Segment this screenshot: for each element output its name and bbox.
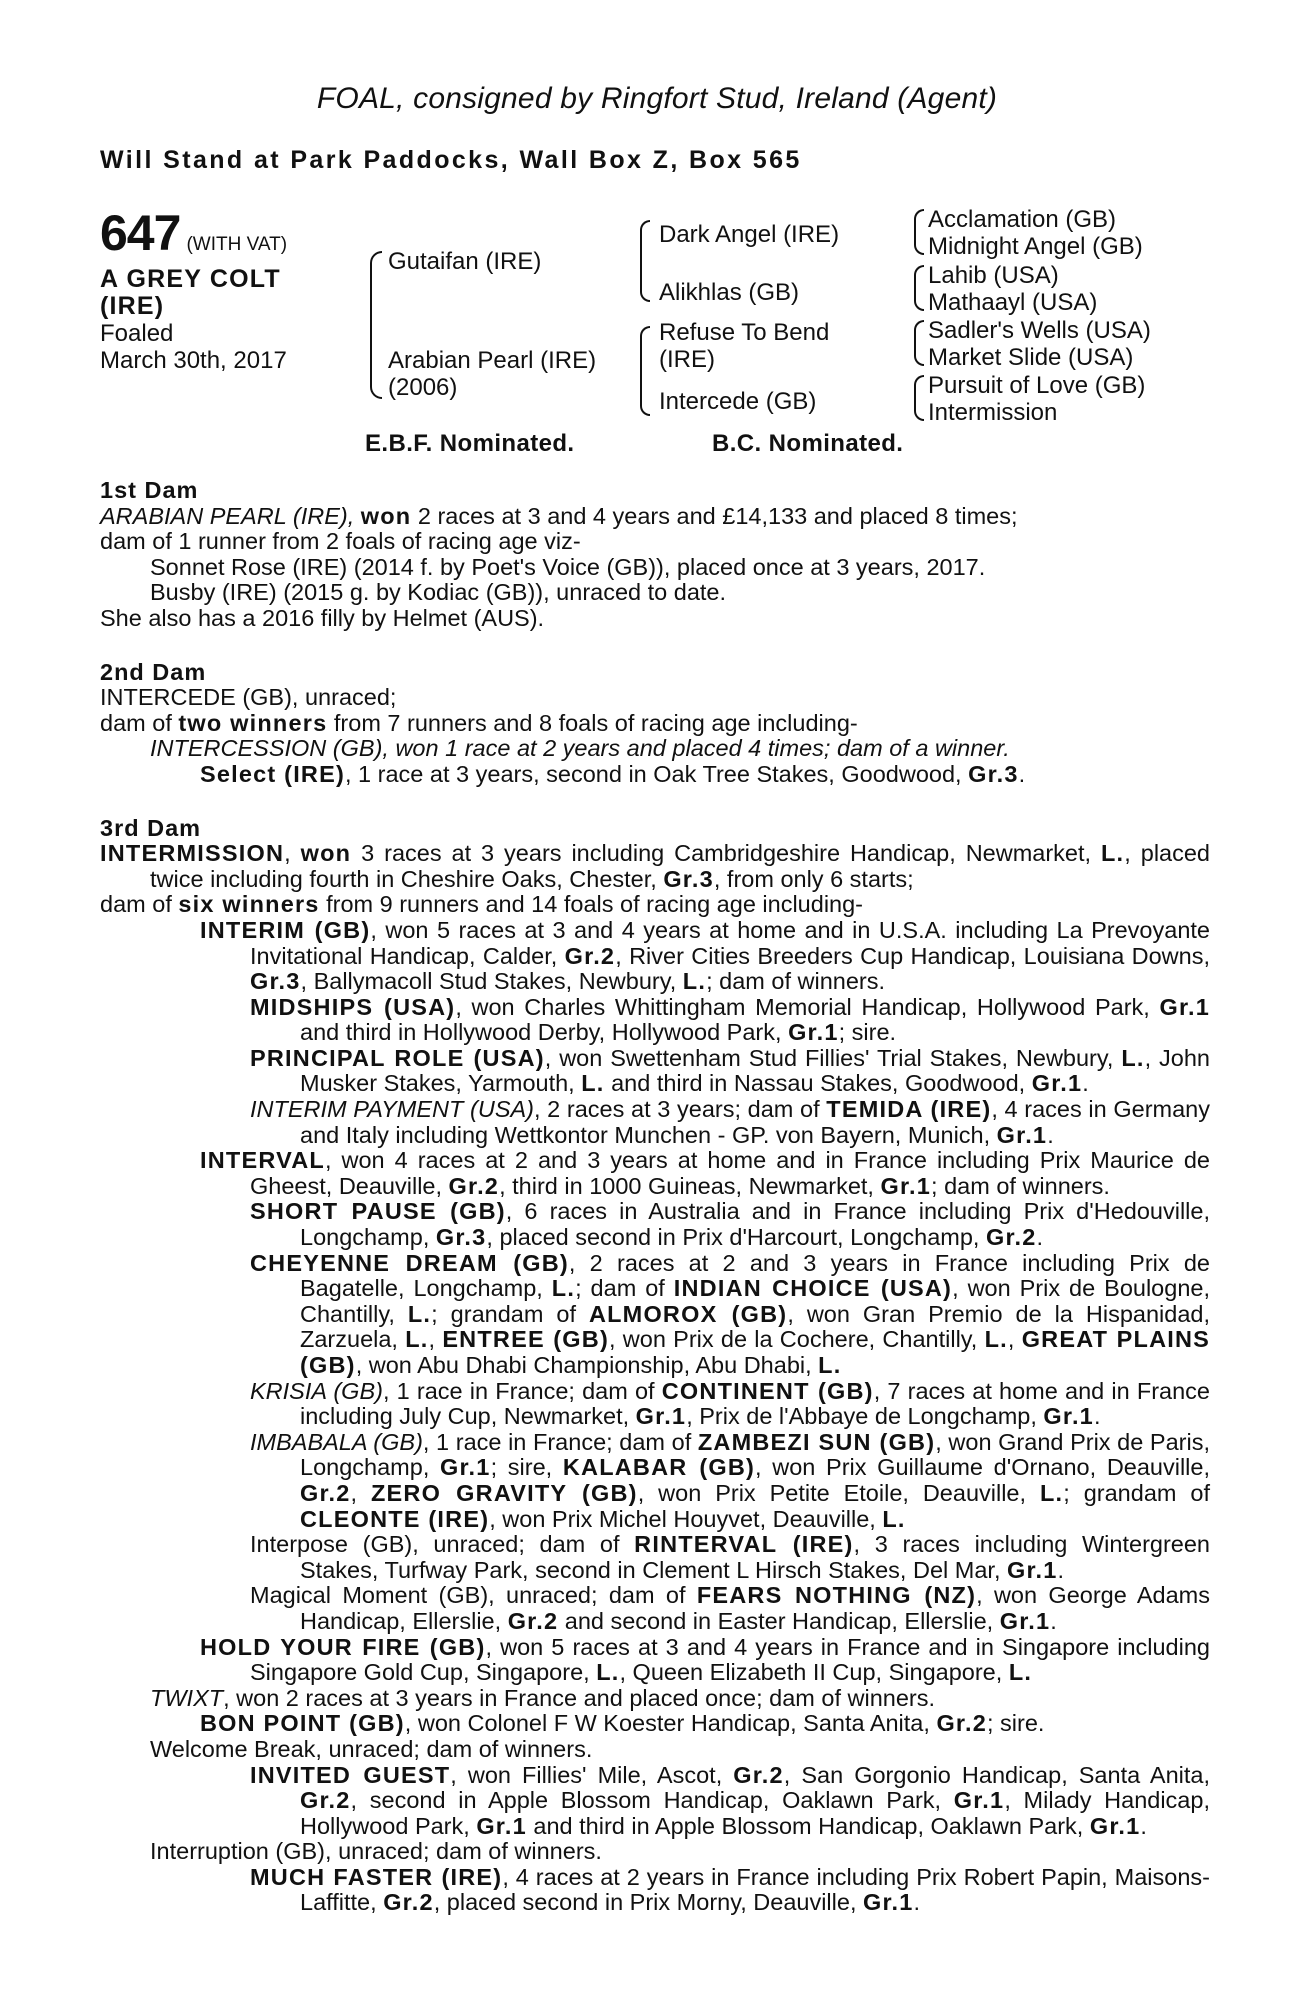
bold-text: CHEYENNE DREAM (GB)	[250, 1249, 569, 1276]
produce-entry	[100, 1583, 1210, 1634]
pedigree-ancestor: Sadler's Wells (USA)	[928, 317, 1151, 344]
text-run: dam of	[100, 709, 179, 736]
pedigree-ancestor: Lahib (USA)	[928, 262, 1059, 289]
bold-text: Gr.3	[968, 760, 1019, 787]
produce-entry	[100, 1097, 1210, 1148]
dam-line	[100, 892, 1210, 918]
text-run: , won Prix Petite Etoile, Deauville,	[637, 1479, 1040, 1506]
text-run: .	[1047, 1121, 1054, 1148]
text-run: , won Abu Dhabi Championship, Abu Dhabi,	[355, 1352, 819, 1378]
dam-dam: Intercede (GB)	[659, 388, 817, 415]
bold-text: HOLD YOUR FIRE (GB)	[200, 1633, 486, 1660]
bold-text: L.	[682, 968, 707, 995]
text-run: , won Grand Prix de Paris, Longchamp,	[300, 1428, 1211, 1481]
text-run: , won George Adams Handicap, Ellerslie,	[300, 1582, 1210, 1634]
text-run: ; sire.	[986, 1710, 1045, 1737]
bold-text: TEMIDA (IRE)	[826, 1096, 992, 1123]
text-run: , won Prix Guillaume d'Ornano, Deauville,	[755, 1454, 1211, 1481]
produce-entry	[100, 1379, 1210, 1430]
produce-entry: Welcome Break, unraced; dam of winners.	[150, 1735, 593, 1762]
text-run: ; grandam of	[1063, 1479, 1210, 1506]
dam-line: She also has a 2016 filly by Helmet (AUS).	[100, 604, 545, 631]
lot-number-block	[100, 204, 287, 262]
text-run: ; dam of	[575, 1275, 674, 1302]
produce-entry	[100, 1711, 1210, 1737]
text-run: , placed twice including fourth in Cheshire Oaks, Chester,	[150, 840, 1211, 892]
text-run: .	[1018, 760, 1026, 787]
bold-text: Gr.1	[999, 1607, 1051, 1634]
bold-text: Gr.2	[936, 1710, 987, 1737]
text-run: ; dam of winners.	[706, 968, 886, 995]
text-run: , Prix de l'Abbaye de Longchamp,	[686, 1403, 1044, 1430]
pedigree-ancestor: Acclamation (GB)	[928, 206, 1117, 233]
text-run: , won 5 races at 3 and 4 years in France and in Singapore including Singapore Gold Cup, Singapore,	[250, 1633, 1210, 1686]
bold-text: Gr.2	[448, 1172, 500, 1199]
bold-text: BON POINT (GB)	[200, 1710, 405, 1737]
bold-text: Gr.3	[435, 1224, 487, 1251]
sire: Gutaifan (IRE)	[388, 248, 542, 275]
foaled-label: Foaled	[100, 320, 174, 347]
produce-entry	[100, 1430, 1210, 1532]
bold-text: Gr.1	[440, 1454, 491, 1481]
text-run: , 6 races in Australia and in France including Prix d'Hedouville, Longchamp,	[300, 1198, 1210, 1251]
text-run: and third in Apple Blossom Handicap, Oaklawn Park,	[526, 1812, 1090, 1839]
text-run: .	[1036, 1224, 1044, 1251]
text-run: ,	[428, 1326, 443, 1353]
sire-dam: Alikhlas (GB)	[659, 279, 800, 306]
bold-text: KALABAR (GB)	[562, 1454, 756, 1481]
text-run: , Ballymacoll Stud Stakes, Newbury,	[300, 968, 683, 995]
third-dam-heading: 3rd Dam	[100, 814, 202, 841]
bold-text: INDIAN CHOICE (USA)	[673, 1275, 953, 1302]
text-run: .	[1140, 1812, 1147, 1839]
text-run: , 4 races in Germany and Italy including Wettkontor Munchen - GP. von Bayern, Munich,	[300, 1096, 1210, 1148]
text-run: , 1 race in France; dam of	[422, 1428, 698, 1455]
bold-text: MIDSHIPS (USA)	[250, 993, 456, 1020]
text-run: ARABIAN PEARL (IRE),	[100, 502, 361, 529]
bold-text: MUCH FASTER (IRE)	[250, 1863, 503, 1890]
text-run: TWIXT	[150, 1684, 224, 1711]
bold-text: Gr.1	[476, 1812, 527, 1839]
bold-text: Gr.2	[383, 1889, 434, 1916]
bold-text: won	[360, 502, 412, 529]
produce-entry	[100, 1865, 1210, 1916]
text-run: .	[1082, 1070, 1089, 1097]
dam-sire-suffix: (IRE)	[659, 346, 715, 373]
produce-entry	[100, 1148, 1210, 1199]
bold-text: L.	[1121, 1044, 1145, 1071]
bold-text: won	[300, 840, 352, 867]
bold-text: ZERO GRAVITY (GB)	[370, 1479, 638, 1506]
text-run: , won 5 races at 3 and 4 years at home and in U.S.A. including La Prevoyante Invitational Handicap, Calder,	[250, 916, 1210, 969]
foaled-info	[100, 320, 287, 374]
bold-text: Gr.1	[863, 1889, 914, 1916]
produce-entry	[100, 1251, 1210, 1379]
dam-name: Arabian Pearl (IRE)	[388, 347, 597, 374]
text-run: Magical Moment (GB), unraced; dam of	[250, 1582, 697, 1609]
text-run: 3 races at 3 years including Cambridgeshire Handicap, Newmarket,	[351, 840, 1101, 867]
foaled-date: March 30th, 2017	[100, 347, 287, 374]
bold-text: Gr.2	[564, 942, 616, 969]
text-run: , 1 race at 3 years, second in Oak Tree Stakes, Goodwood,	[345, 760, 969, 787]
ebf-nomination: E.B.F. Nominated.	[365, 430, 575, 457]
bold-text: Gr.1	[880, 1172, 932, 1199]
text-run: and third in Nassau Stakes, Goodwood,	[604, 1070, 1032, 1097]
catalogue-body	[100, 478, 1210, 1916]
text-run: ,	[284, 840, 301, 867]
text-run: , Queen Elizabeth II Cup, Singapore,	[619, 1659, 1009, 1686]
bold-text: INTERMISSION	[100, 840, 285, 867]
dam-line: INTERCEDE (GB), unraced;	[100, 684, 397, 711]
pedigree-bracket	[640, 220, 650, 302]
produce-entry	[100, 1686, 1210, 1712]
vat-label: (WITH VAT)	[186, 234, 288, 255]
bold-text: Select (IRE)	[200, 760, 345, 787]
text-run: ; dam of winners.	[931, 1172, 1110, 1199]
pedigree-bracket	[914, 209, 924, 255]
text-run: , 2 races at 3 years; dam of	[534, 1096, 827, 1123]
text-run: , won 4 races at 2 and 3 years at home and in France including Prix Maurice de Gheest, Deauville,	[250, 1147, 1210, 1199]
text-run: , won Gran Premio de la Hispanidad, Zarzuela,	[300, 1300, 1210, 1353]
text-run: INTERIM PAYMENT (USA)	[250, 1096, 534, 1123]
box-location: Will Stand at Park Paddocks, Wall Box Z, Box 565	[100, 146, 802, 174]
second-dam-heading: 2nd Dam	[100, 658, 207, 685]
sire-sire: Dark Angel (IRE)	[659, 221, 840, 248]
bold-text: CLEONTE (IRE)	[300, 1505, 490, 1532]
text-run: and second in Easter Handicap, Ellerslie,	[558, 1607, 1000, 1634]
dam-year: (2006)	[388, 374, 458, 401]
text-run: , John Musker Stakes, Yarmouth,	[300, 1044, 1210, 1097]
text-run: ; sire.	[838, 1019, 897, 1046]
bold-text: L.	[818, 1352, 842, 1378]
pedigree-bracket	[370, 251, 382, 399]
bold-text: INTERVAL	[200, 1147, 325, 1174]
text-run: .	[1093, 1403, 1101, 1430]
text-run: dam of	[100, 891, 179, 918]
produce-entry	[100, 918, 1210, 995]
bold-text: Gr.1	[635, 1403, 687, 1430]
pedigree-bracket	[914, 265, 924, 311]
produce-entry	[100, 1046, 1210, 1097]
text-run: from 7 runners and 8 foals of racing age including-	[327, 709, 858, 736]
bold-text: Gr.2	[733, 1761, 784, 1788]
text-run: , placed second in Prix d'Harcourt, Longchamp,	[486, 1224, 986, 1251]
dam-line: dam of 1 runner from 2 foals of racing age viz-	[100, 528, 581, 555]
bold-text: L.	[1008, 1659, 1033, 1686]
text-run: .	[1057, 1556, 1065, 1583]
pedigree-bracket	[914, 375, 924, 421]
dam-line	[100, 504, 1210, 530]
produce-entry: INTERCESSION (GB), won 1 race at 2 years and placed 4 times; dam of a winner.	[150, 735, 1010, 762]
text-run: , won 2 races at 3 years in France and placed once; dam of winners.	[223, 1684, 936, 1711]
produce-entry: Busby (IRE) (2015 g. by Kodiac (GB)), unraced to date.	[150, 579, 727, 606]
bold-text: PRINCIPAL ROLE (USA)	[250, 1044, 545, 1071]
bold-text: L.	[581, 1070, 605, 1097]
bold-text: L.	[407, 1300, 432, 1327]
bold-text: Gr.1	[788, 1019, 839, 1046]
bold-text: RINTERVAL (IRE)	[634, 1531, 854, 1558]
text-run: , won Colonel F W Koester Handicap, Santa Anita,	[404, 1710, 937, 1737]
bold-text: SHORT PAUSE (GB)	[250, 1198, 506, 1225]
pedigree-ancestor: Pursuit of Love (GB)	[928, 372, 1146, 399]
produce-entry: Interruption (GB), unraced; dam of winners.	[150, 1838, 602, 1865]
dam-line	[100, 841, 1210, 892]
bold-text: L.	[882, 1505, 906, 1532]
bold-text: L.	[984, 1326, 1008, 1353]
bold-text: INTERIM (GB)	[200, 916, 371, 943]
pedigree-ancestor: Midnight Angel (GB)	[928, 233, 1143, 260]
bold-text: Gr.1	[996, 1121, 1048, 1148]
bold-text: Gr.1	[953, 1787, 1005, 1814]
text-run: , from only 6 starts;	[713, 865, 914, 892]
text-run: , second in Apple Blossom Handicap, Oaklawn Park,	[350, 1787, 954, 1814]
lot-description	[100, 266, 281, 320]
bold-text: six winners	[178, 891, 320, 918]
pedigree-ancestor: Mathaayl (USA)	[928, 289, 1098, 316]
bold-text: L.	[405, 1326, 429, 1353]
pedigree-ancestor: Intermission	[928, 399, 1058, 426]
bold-text: Gr.3	[250, 968, 301, 995]
text-run: , won Prix de Boulogne, Chantilly,	[300, 1275, 1210, 1327]
bold-text: CONTINENT (GB)	[661, 1377, 874, 1404]
text-run: , Milady Handicap, Hollywood Park,	[300, 1787, 1210, 1839]
bold-text: two winners	[178, 709, 328, 736]
bold-text: Gr.1	[1159, 993, 1210, 1020]
dam-line	[100, 711, 1210, 737]
text-run: , placed second in Prix Morny, Deauville,	[433, 1889, 864, 1916]
pedigree-bracket	[914, 320, 924, 366]
bold-text: Gr.1	[1007, 1556, 1058, 1583]
text-run: , 4 races at 2 years in France including Prix Robert Papin, Maisons-Laffitte,	[300, 1863, 1210, 1916]
text-run: .	[1050, 1607, 1057, 1634]
text-run: , won Prix de la Cochere, Chantilly,	[609, 1326, 985, 1353]
bold-text: Gr.3	[663, 865, 714, 892]
bold-text: Gr.2	[985, 1224, 1037, 1251]
bold-text: Gr.1	[1089, 1812, 1141, 1839]
bold-text: L.	[596, 1659, 620, 1686]
bold-text: ENTREE (GB)	[442, 1326, 609, 1353]
text-run: , San Gorgonio Handicap, Santa Anita,	[783, 1761, 1210, 1788]
dam-sire-name: Refuse To Bend	[659, 319, 830, 346]
text-run: , won Fillies' Mile, Ascot,	[450, 1761, 734, 1788]
text-run: and third in Hollywood Derby, Hollywood Park,	[300, 1019, 789, 1046]
text-run: ; sire,	[490, 1454, 563, 1481]
text-run: , 7 races at home and in France including July Cup, Newmarket,	[300, 1377, 1210, 1430]
pedigree-ancestor: Market Slide (USA)	[928, 344, 1134, 371]
bold-text: L.	[551, 1275, 576, 1302]
text-run: , 2 races at 2 and 3 years in France including Prix de Bagatelle, Longchamp,	[300, 1249, 1210, 1302]
text-run: KRISIA (GB)	[250, 1377, 383, 1404]
bold-text: ALMOROX (GB)	[588, 1300, 788, 1327]
produce-entry	[100, 1763, 1210, 1840]
text-run: , 3 races including Wintergreen Stakes, Turfway Park, second in Clement L Hirsch Stakes, Del Mar,	[300, 1531, 1210, 1583]
first-dam-heading: 1st Dam	[100, 477, 199, 503]
bold-text: Gr.2	[300, 1479, 351, 1506]
text-run: , won Charles Whittingham Memorial Handicap, Hollywood Park,	[455, 993, 1160, 1020]
bold-text: Gr.2	[507, 1607, 559, 1634]
dam	[388, 347, 596, 401]
bold-text: Gr.2	[300, 1787, 351, 1814]
lot-description-line: A GREY COLT	[100, 265, 281, 293]
produce-entry	[100, 995, 1210, 1046]
text-run: ,	[1007, 1326, 1022, 1353]
text-run: , third in 1000 Guineas, Newmarket,	[499, 1172, 881, 1199]
bold-text: L.	[1039, 1479, 1064, 1506]
text-run: IMBABALA (GB)	[250, 1428, 423, 1455]
text-run: .	[913, 1889, 921, 1916]
bold-text: FEARS NOTHING (NZ)	[696, 1582, 977, 1609]
produce-entry	[100, 1635, 1210, 1686]
text-run: ; grandam of	[431, 1300, 589, 1327]
produce-entry	[100, 1532, 1210, 1583]
bold-text: L.	[1101, 840, 1125, 867]
consignor-header: FOAL, consigned by Ringfort Stud, Ireland (Agent)	[316, 82, 998, 115]
text-run: 2 races at 3 and 4 years and £14,133 and placed 8 times;	[411, 502, 1018, 529]
produce-entry: Sonnet Rose (IRE) (2014 f. by Poet's Voice (GB)), placed once at 3 years, 2017.	[150, 553, 986, 580]
text-run: from 9 runners and 14 foals of racing age including-	[319, 891, 864, 918]
bold-text: INVITED GUEST	[250, 1761, 451, 1788]
bc-nomination: B.C. Nominated.	[712, 430, 904, 457]
produce-entry	[100, 762, 1210, 788]
bold-text: Gr.1	[1031, 1070, 1083, 1097]
bold-text: Gr.1	[1043, 1403, 1094, 1430]
dam-sire	[659, 319, 829, 373]
text-run: , River Cities Breeders Cup Handicap, Louisiana Downs,	[615, 942, 1210, 969]
pedigree-bracket	[640, 326, 650, 416]
text-run: ,	[350, 1479, 371, 1506]
text-run: , 1 race in France; dam of	[382, 1377, 662, 1404]
lot-number: 647	[100, 205, 181, 261]
bold-text: GREAT PLAINS (GB)	[300, 1326, 1211, 1378]
text-run: , won Swettenham Stud Fillies' Trial Stakes, Newbury,	[544, 1044, 1122, 1071]
text-run: Interpose (GB), unraced; dam of	[250, 1531, 635, 1558]
bold-text: ZAMBEZI SUN (GB)	[697, 1428, 936, 1455]
lot-description-line: (IRE)	[100, 292, 165, 320]
produce-entry	[100, 1199, 1210, 1250]
text-run: , won Prix Michel Houyvet, Deauville,	[489, 1505, 883, 1532]
